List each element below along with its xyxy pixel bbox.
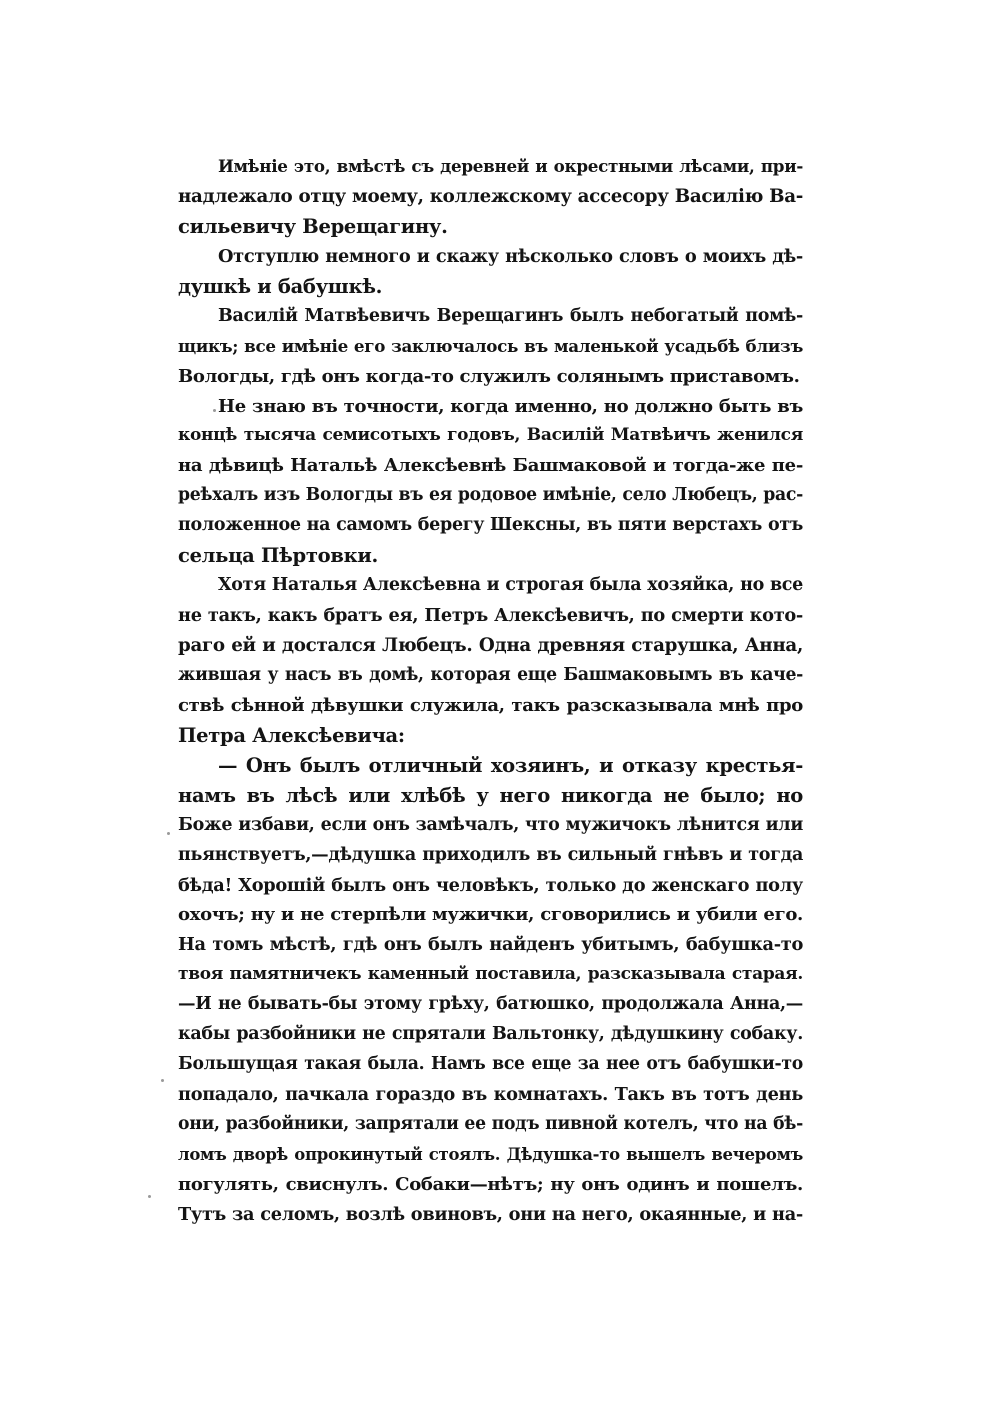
text-line: ствѣ сѣнной дѣвушки служила, такъ разсказывала мнѣ про — [178, 694, 803, 716]
text-line: положенное на самомъ берегу Шексны, въ пяти верстахъ отъ — [178, 515, 803, 536]
scan-speck — [213, 409, 216, 412]
text-line: не такъ, какъ братъ ея, Петръ Алексѣевичъ, по смерти кото- — [178, 605, 803, 627]
text-line: концѣ тысяча семисотыхъ годовъ, Василій Матвѣичъ женился — [178, 425, 803, 446]
text-line: бѣда! Хорошій былъ онъ человѣкъ, только до женскаго полу — [178, 874, 803, 896]
scan-speck — [161, 1079, 164, 1082]
text-line: Боже избави, если онъ замѣчалъ, что мужичокъ лѣнится или — [178, 814, 803, 835]
text-line: Не знаю въ точности, когда именно, но должно быть въ — [218, 395, 803, 417]
text-line: На томъ мѣстѣ, гдѣ онъ былъ найденъ убитымъ, бабушка-то — [178, 934, 803, 956]
text-line: Хотя Наталья Алексѣевна и строгая была хозяйка, но все — [218, 575, 803, 596]
text-line: раго ей и достался Любецъ. Одна древняя старушка, Анна, — [178, 635, 803, 656]
text-line: — Онъ былъ отличный хозяинъ, и отказу крестья- — [218, 753, 803, 777]
text-line: Тутъ за селомъ, возлѣ овиновъ, они на него, окаянные, и на- — [178, 1203, 803, 1225]
text-line: надлежало отцу моему, коллежскому ассесору Василію Ва- — [178, 185, 803, 207]
text-line: Василій Матвѣевичъ Верещагинъ былъ небогатый помѣ- — [218, 305, 803, 326]
text-line: Петра Алексѣевича: — [178, 723, 405, 747]
scan-speck — [148, 1195, 151, 1198]
text-line: Имѣніе это, вмѣстѣ съ деревней и окрестными лѣсами, при- — [218, 156, 803, 176]
text-line: твоя памятничекъ каменный поставила, разсказывала старая. — [178, 964, 803, 985]
text-line: Вологды, гдѣ онъ когда-то служилъ солянымъ приставомъ. — [178, 365, 800, 387]
body-text — [178, 152, 803, 1230]
text-line: охочъ; ну и не стерпѣли мужички, сговорились и убили его. — [178, 904, 803, 926]
text-line: Отступлю немного и скажу нѣсколько словъ о моихъ дѣ- — [218, 245, 803, 267]
text-line: кабы разбойники не спрятали Вальтонку, дѣдушкину собаку. — [178, 1024, 803, 1045]
text-line: жившая у насъ въ домѣ, которая еще Башмаковымъ въ каче- — [178, 664, 803, 685]
text-line: —И не бывать-бы этому грѣху, батюшко, продолжала Анна,— — [178, 994, 803, 1015]
text-line: они, разбойники, запрятали ее подъ пивной котелъ, что на бѣ- — [178, 1114, 803, 1134]
text-line: сельца Пѣртовки. — [178, 544, 379, 568]
text-line: Большущая такая была. Намъ все еще за нее отъ бабушки-то — [178, 1054, 803, 1075]
text-line: душкѣ и бабушкѣ. — [178, 274, 383, 298]
text-line: попадало, пачкала гораздо въ комнатахъ. Такъ въ тотъ день — [178, 1084, 803, 1106]
scan-speck — [167, 832, 170, 835]
text-line: ломъ дворѣ опрокинутый стоялъ. Дѣдушка-то вышелъ вечеромъ — [178, 1144, 803, 1164]
text-line: погулять, свиснулъ. Собаки—нѣтъ; ну онъ одинъ и пошелъ. — [178, 1173, 803, 1195]
text-line: реѣхалъ изъ Вологды въ ея родовое имѣніе, село Любецъ, рас- — [178, 485, 803, 506]
text-line: пьянствуетъ,—дѣдушка приходилъ въ сильный гнѣвъ и тогда — [178, 844, 803, 865]
text-line: на дѣвицѣ Натальѣ Алексѣевнѣ Башмаковой и тогда-же пе- — [178, 455, 803, 477]
text-line: намъ въ лѣсѣ или хлѣбѣ у него никогда не было; но — [178, 783, 803, 807]
text-line: щикъ; все имѣніе его заключалось въ маленькой усадьбѣ близъ — [178, 335, 803, 356]
text-line: сильевичу Верещагину. — [178, 214, 448, 238]
